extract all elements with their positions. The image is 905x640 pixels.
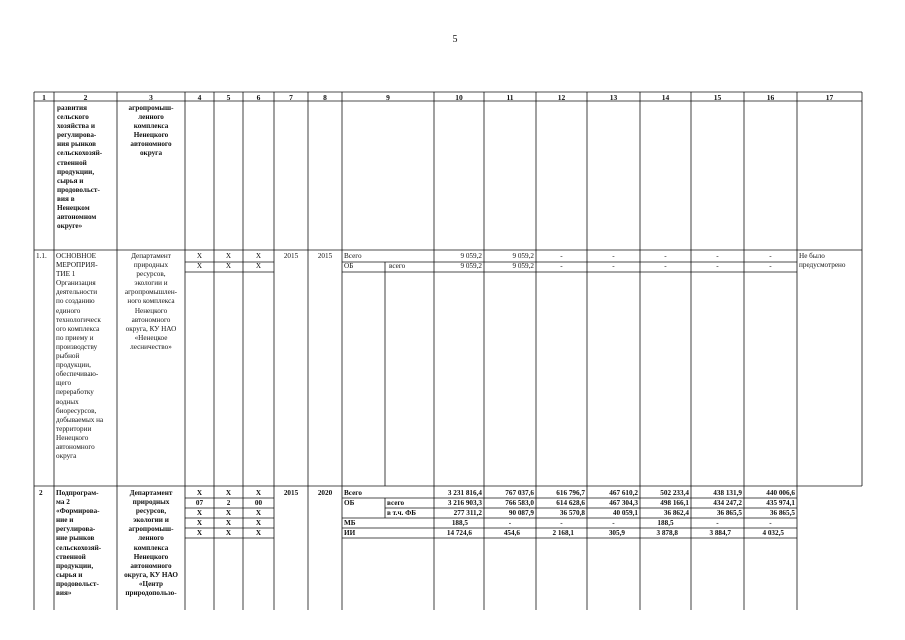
header-col-2: 2 (83, 93, 88, 102)
value-col-15: 3 884,7 (709, 529, 731, 537)
header-col-4: 4 (197, 93, 202, 102)
code-cell: X (196, 252, 203, 260)
value-col-16: - (769, 262, 772, 270)
value-col-11: 454,6 (503, 529, 520, 537)
code-cell: X (225, 529, 232, 537)
header-col-12: 12 (557, 93, 566, 102)
value-col-16: 440 006,6 (766, 489, 795, 497)
header-col-7: 7 (289, 93, 293, 102)
code-cell: 07 (195, 499, 204, 507)
funding-source: ОБ (344, 499, 355, 507)
value-col-10: 3 231 816,4 (447, 489, 482, 497)
header-col-1: 1 (42, 93, 46, 102)
funding-sub: всего (387, 499, 405, 507)
value-col-14: 188,5 (657, 519, 674, 527)
header-col-15: 15 (713, 93, 722, 102)
value-col-12: 36 570,8 (559, 509, 585, 517)
value-col-13: - (612, 252, 615, 260)
program-name-continued: развития сельского хозяйства и регулирова- ния рынков сельскохозяй- ственной продукции, сырья и продовольст- вия в Ненецком автономном округе» (57, 104, 103, 231)
code-cell: X (196, 529, 203, 537)
value-col-13: 305,9 (608, 529, 625, 537)
value-col-12: - (560, 519, 563, 527)
header-col-13: 13 (609, 93, 618, 102)
header-col-6: 6 (256, 93, 261, 102)
code-cell: X (196, 509, 203, 517)
code-cell: X (196, 489, 203, 497)
executor-continued: агропромыш- ленного комплекса Ненецкого автономного округа (128, 104, 174, 158)
value-col-14: - (664, 262, 667, 270)
value-col-12: 616 796,7 (556, 489, 585, 497)
code-cell: X (225, 489, 232, 497)
value-col-10: 9 059,2 (460, 262, 482, 270)
header-col-3: 3 (149, 93, 153, 102)
value-col-10: 9 059,2 (460, 252, 482, 260)
code-cell: X (225, 252, 232, 260)
value-col-12: - (560, 252, 563, 260)
code-cell: X (225, 519, 232, 527)
value-col-13: - (612, 262, 615, 270)
code-cell: 2 (226, 499, 231, 507)
value-col-12: - (560, 262, 563, 270)
value-col-10: 277 311,2 (453, 509, 482, 517)
value-col-13: - (612, 519, 615, 527)
value-col-13: 467 304,3 (609, 499, 638, 507)
value-col-15: 434 247,2 (713, 499, 742, 507)
code-cell: X (196, 519, 203, 527)
funding-sub: всего (389, 262, 406, 270)
value-col-14: 498 166,1 (660, 499, 689, 507)
header-col-16: 16 (766, 93, 775, 102)
code-cell: X (255, 262, 262, 270)
funding-source: ИИ (344, 529, 356, 537)
code-cell: 00 (254, 499, 263, 507)
year-start: 2015 (283, 252, 299, 260)
value-col-16: - (769, 519, 772, 527)
value-col-14: - (664, 252, 667, 260)
year-start: 2015 (283, 489, 299, 497)
value-col-15: - (716, 262, 719, 270)
header-col-5: 5 (226, 93, 231, 102)
value-col-15: 438 131,9 (713, 489, 742, 497)
value-col-12: 2 168,1 (552, 529, 574, 537)
code-cell: X (255, 519, 262, 527)
value-col-16: - (769, 252, 772, 260)
funding-source: МБ (344, 519, 356, 527)
activity-name: ОСНОВНОЕ МЕРОПРИЯ- ТИЕ 1 Организация деятельности по созданию единого технологическ ого комплекса по приему и производству рыбной продукции, обеспечиваю- щего переработку водных биоресурсов, добываемых на территории Ненецкого автономного округа (56, 252, 104, 461)
code-cell: X (225, 509, 232, 517)
value-col-16: 4 032,5 (762, 529, 784, 537)
year-end: 2020 (317, 489, 333, 497)
header-col-9: 9 (386, 93, 390, 102)
funding-source: Всего (344, 252, 362, 260)
value-col-10: 14 724,6 (446, 529, 472, 537)
funding-source: Всего (344, 489, 362, 497)
value-col-10: 188,5 (451, 519, 468, 527)
header-col-10: 10 (455, 93, 463, 102)
header-col-14: 14 (661, 93, 670, 102)
code-cell: X (255, 252, 262, 260)
value-col-11: 767 037,6 (505, 489, 534, 497)
value-col-15: - (716, 252, 719, 260)
header-col-11: 11 (506, 93, 514, 102)
subprogram-name: Подпрограм- ма 2 «Формирова- ние и регулирова- ние рынков сельскохозяй- ственной продукции, сырья и продовольст- вия» (56, 489, 102, 598)
value-col-14: 3 878,8 (656, 529, 678, 537)
value-col-13: 40 059,1 (612, 509, 638, 517)
code-cell: X (255, 529, 262, 537)
header-col-17: 17 (825, 93, 834, 102)
funding-sub: в т.ч. ФБ (387, 509, 417, 517)
code-cell: X (255, 489, 262, 497)
code-cell: X (196, 262, 203, 270)
note: Не было предусмотрено (799, 252, 846, 270)
code-cell: X (225, 262, 232, 270)
funding-source: ОБ (344, 262, 354, 270)
row-number: 1.1. (36, 252, 47, 260)
page-number: 5 (452, 34, 458, 45)
value-col-13: 467 610,2 (609, 489, 638, 497)
value-col-14: 502 233,4 (660, 489, 689, 497)
value-col-16: 36 865,5 (769, 509, 795, 517)
executor: Департамент природных ресурсов, экологии и агропромыш- ленного комплекса Ненецкого автономного округа, КУ НАО «Центр природопользо- (124, 489, 178, 598)
value-col-11: 766 583,0 (505, 499, 534, 507)
value-col-11: - (508, 519, 512, 527)
executor: Департамент природных ресурсов, экологии и агропромышлен- ного комплекса Ненецкого автономного округа, КУ НАО «Ненецкое лесничество» (124, 252, 178, 351)
value-col-11: 9 059,2 (512, 252, 534, 260)
value-col-10: 3 216 903,3 (447, 499, 482, 507)
value-col-15: - (716, 519, 719, 527)
value-col-11: 9 059,2 (512, 262, 534, 270)
code-cell: X (255, 509, 262, 517)
value-col-11: 90 087,9 (508, 509, 534, 517)
value-col-14: 36 862,4 (663, 509, 689, 517)
header-col-8: 8 (323, 93, 327, 102)
value-col-12: 614 628,6 (556, 499, 585, 507)
row-number: 2 (39, 489, 43, 497)
value-col-16: 435 974,1 (766, 499, 795, 507)
year-end: 2015 (317, 252, 333, 260)
value-col-15: 36 865,5 (716, 509, 742, 517)
